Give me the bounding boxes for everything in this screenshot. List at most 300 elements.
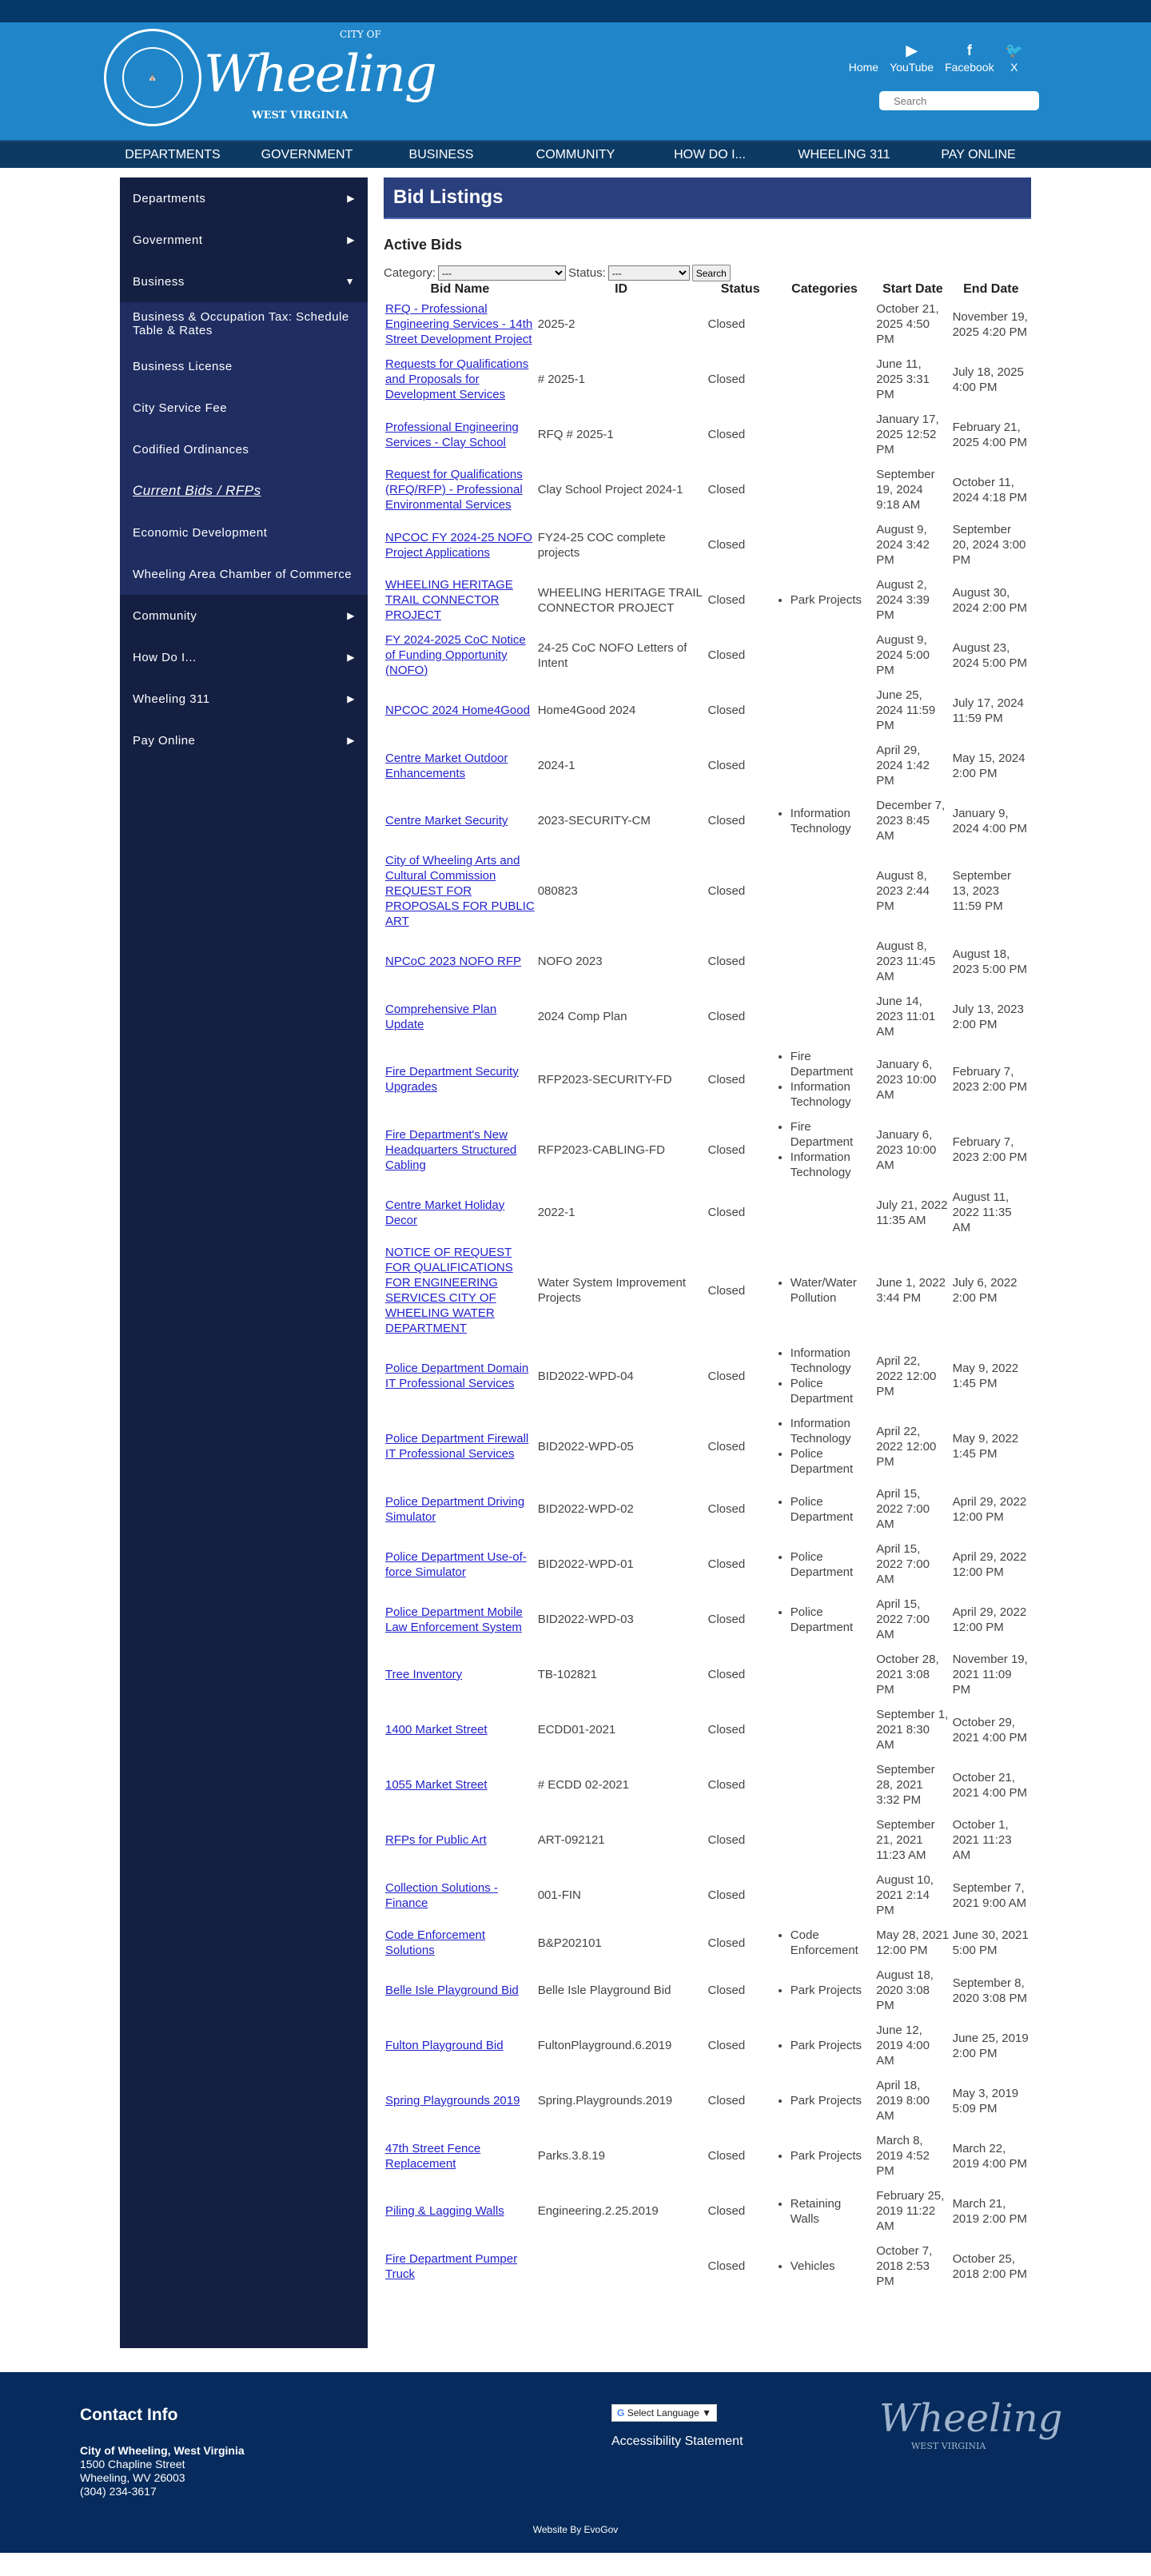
bid-start-date-cell: February 25, 2019 11:22 AM: [876, 2189, 945, 2233]
bid-status-cell: Closed: [707, 483, 746, 496]
table-row: [384, 683, 1031, 738]
category-item: • Police Department: [791, 1549, 873, 1580]
bid-name-cell: [384, 572, 536, 628]
sidebar-item-community[interactable]: Community ▶: [133, 608, 355, 623]
wheeling-wordmark-logo[interactable]: CITY OF Wheeling WEST VIRGINIA: [204, 29, 436, 122]
col-start-date: Start Date: [882, 282, 943, 296]
table-row: [384, 1481, 1031, 1537]
bid-id-cell: 001-FIN: [537, 1888, 581, 1902]
table-row: [384, 407, 1031, 462]
bid-status-cell: Closed: [707, 1502, 746, 1516]
bid-link[interactable]: Fire Department Security Upgrades: [385, 1065, 519, 1094]
twitter-icon: 🐦: [1005, 42, 1023, 58]
category-item: • Police Department: [791, 1376, 873, 1406]
search-button[interactable]: Search: [692, 265, 731, 281]
bid-id-cell: BID2022-WPD-04: [537, 1369, 634, 1383]
bid-end-date-cell: August 23, 2024 5:00 PM: [952, 640, 1027, 670]
bid-link[interactable]: 1400 Market Street: [385, 1723, 488, 1737]
nav-how-do-i[interactable]: HOW DO I...: [674, 148, 746, 161]
sidebar-item-departments[interactable]: Departments ▶: [133, 191, 355, 205]
bid-name-cell: [384, 989, 536, 1044]
bid-start-date-cell: June 11, 2025 3:31 PM: [876, 357, 930, 401]
bid-link[interactable]: Centre Market Outdoor Enhancements: [385, 751, 508, 780]
bid-categories-cell: [775, 1647, 874, 1702]
bid-name-cell: [384, 2018, 536, 2073]
bid-link[interactable]: NOTICE OF REQUEST FOR QUALIFICATIONS FOR ENGINEERING SERVICES CITY OF WHEELING WATER DEPARTMENT: [385, 1246, 513, 1335]
bid-link[interactable]: Police Department Domain IT Professional Services: [385, 1362, 529, 1390]
bid-start-date-cell: October 21, 2025 4:50 PM: [876, 302, 939, 346]
category-item: • Park Projects: [791, 1983, 873, 1998]
bid-name-cell: [384, 1185, 536, 1240]
table-row: [384, 793, 1031, 848]
bid-end-date-cell: September 7, 2021 9:00 AM: [952, 1880, 1027, 1910]
bid-start-date-cell: August 9, 2024 5:00 PM: [876, 633, 930, 677]
main-content: [384, 177, 1031, 2348]
bid-name-cell: [384, 1592, 536, 1647]
status-select[interactable]: [608, 265, 690, 281]
bid-end-date-cell: October 11, 2024 4:18 PM: [952, 475, 1027, 504]
top-bar: [0, 0, 1151, 22]
category-item: • Park Projects: [791, 2038, 873, 2053]
home-link[interactable]: Home: [848, 61, 879, 74]
sidebar: [120, 177, 368, 2348]
bid-categories-cell: [775, 572, 874, 628]
nav-community[interactable]: COMMUNITY: [536, 148, 615, 161]
table-row: [384, 1963, 1031, 2018]
bid-start-date-cell: March 8, 2019 4:52 PM: [876, 2134, 930, 2178]
bid-name-cell: [384, 1702, 536, 1757]
bid-status-cell: Closed: [707, 955, 746, 968]
nav-pay-online[interactable]: PAY ONLINE: [941, 148, 1016, 161]
bid-categories-cell: [775, 1592, 874, 1647]
bid-id-cell: Engineering.2.25.2019: [537, 2204, 659, 2218]
bid-start-date-cell: January 6, 2023 10:00 AM: [876, 1057, 937, 1102]
bid-start-date-cell: December 7, 2023 8:45 AM: [876, 799, 946, 843]
category-item: • Vehicles: [791, 2259, 873, 2274]
table-row: [384, 848, 1031, 934]
bid-start-date-cell: July 21, 2022 11:35 AM: [876, 1198, 948, 1227]
bid-end-date-cell: May 3, 2019 5:09 PM: [952, 2086, 1019, 2115]
bid-link[interactable]: Police Department Use-of-force Simulator: [385, 1549, 527, 1579]
category-item: • Police Department: [791, 1446, 873, 1477]
table-row: [384, 1411, 1031, 1481]
table-row: [384, 2239, 1031, 2294]
youtube-link[interactable]: ▶ YouTube: [890, 42, 934, 74]
bid-categories-cell: [775, 462, 874, 517]
category-item: • Information Technology: [791, 1150, 873, 1180]
bid-link[interactable]: Request for Qualifications (RFQ/RFP) - Professional Environmental Services: [385, 468, 523, 512]
bid-link[interactable]: RFPs for Public Art: [385, 1833, 487, 1847]
bid-categories-cell: [775, 1702, 874, 1757]
table-row: [384, 1115, 1031, 1185]
nav-departments[interactable]: DEPARTMENTS: [125, 148, 221, 161]
bid-id-cell: WHEELING HERITAGE TRAIL CONNECTOR PROJECT: [537, 585, 703, 615]
bid-status-cell: Closed: [707, 1936, 746, 1950]
bid-end-date-cell: May 9, 2022 1:45 PM: [952, 1432, 1019, 1461]
status-label: Status:: [568, 266, 606, 280]
sidebar-item-wheeling-311[interactable]: Wheeling 311 ▶: [133, 692, 355, 706]
sidebar-subitem-economic-development[interactable]: Economic Development: [133, 525, 268, 540]
bid-link[interactable]: NPCoC 2023 NOFO RFP: [385, 955, 522, 968]
bid-id-cell: Clay School Project 2024-1: [537, 483, 683, 496]
bid-start-date-cell: April 15, 2022 7:00 AM: [876, 1487, 930, 1531]
bid-start-date-cell: January 17, 2025 12:52 PM: [876, 413, 939, 457]
bid-link[interactable]: Requests for Qualifications and Proposals for Development Services: [385, 357, 529, 401]
bid-link[interactable]: Fire Department Pumper Truck: [385, 2251, 518, 2281]
bid-id-cell: ART-092121: [537, 1833, 605, 1847]
category-item: • Retaining Walls: [791, 2196, 873, 2227]
bid-start-date-cell: April 15, 2022 7:00 AM: [876, 1597, 930, 1641]
sidebar-item-government[interactable]: Government ▶: [133, 233, 355, 247]
bid-categories-cell: [775, 1868, 874, 1923]
bid-start-date-cell: October 28, 2021 3:08 PM: [876, 1653, 939, 1697]
bid-end-date-cell: September 20, 2024 3:00 PM: [952, 523, 1026, 567]
bid-name-cell: [384, 1647, 536, 1702]
bid-categories-cell: [775, 2018, 874, 2073]
bid-status-cell: Closed: [707, 884, 746, 898]
bid-start-date-cell: January 6, 2023 10:00 AM: [876, 1127, 937, 1172]
bid-start-date-cell: August 2, 2024 3:39 PM: [876, 578, 930, 622]
bid-name-cell: [384, 1963, 536, 2018]
sidebar-subitem-bo-tax[interactable]: Business & Occupation Tax: Schedule Table & Rates: [133, 310, 349, 337]
bid-link[interactable]: Professional Engineering Services - Clay School: [385, 420, 519, 449]
bid-start-date-cell: August 18, 2020 3:08 PM: [876, 1968, 934, 2012]
bid-start-date-cell: April 15, 2022 7:00 AM: [876, 1542, 930, 1586]
bid-status-cell: Closed: [707, 2149, 746, 2163]
bid-end-date-cell: March 22, 2019 4:00 PM: [952, 2141, 1027, 2171]
bid-status-cell: Closed: [707, 1984, 746, 1997]
city-seal-logo[interactable]: ⛪: [104, 29, 201, 126]
bid-id-cell: 2023-SECURITY-CM: [537, 814, 651, 827]
bid-end-date-cell: October 25, 2018 2:00 PM: [952, 2251, 1027, 2281]
col-id: ID: [615, 282, 628, 296]
bid-end-date-cell: April 29, 2022 12:00 PM: [952, 1494, 1027, 1524]
bid-end-date-cell: July 13, 2023 2:00 PM: [952, 1002, 1024, 1031]
social-links: [849, 42, 1023, 74]
bid-status-cell: Closed: [707, 1833, 746, 1847]
footer-logo: Wheeling WEST VIRGINIA: [879, 2396, 1063, 2451]
table-row: [384, 1240, 1031, 1341]
table-row: [384, 628, 1031, 683]
arrow-down-icon: ▼: [345, 276, 355, 287]
sidebar-subitem-chamber-of-commerce[interactable]: Wheeling Area Chamber of Commerce: [133, 567, 352, 581]
bid-link[interactable]: Fulton Playground Bid: [385, 2039, 504, 2052]
bid-end-date-cell: October 21, 2021 4:00 PM: [952, 1770, 1027, 1800]
bid-name-cell: [384, 934, 536, 989]
bid-name-cell: [384, 1868, 536, 1923]
bid-status-cell: Closed: [707, 759, 746, 772]
table-row: [384, 1537, 1031, 1592]
bid-id-cell: BID2022-WPD-03: [537, 1613, 634, 1626]
bid-link[interactable]: City of Wheeling Arts and Cultural Commission REQUEST FOR PROPOSALS FOR PUBLIC ART: [385, 854, 535, 928]
category-item: • Information Technology: [791, 1416, 873, 1446]
bid-link[interactable]: Police Department Driving Simulator: [385, 1494, 525, 1524]
arrow-right-icon: ▶: [347, 234, 355, 245]
bid-status-cell: Closed: [707, 2259, 746, 2273]
bid-end-date-cell: February 21, 2025 4:00 PM: [952, 420, 1027, 449]
bid-id-cell: Belle Isle Playground Bid: [537, 1984, 671, 1997]
category-item: • Park Projects: [791, 2148, 873, 2163]
category-select[interactable]: [438, 265, 566, 281]
bid-status-cell: Closed: [707, 1072, 746, 1087]
bid-filters: [384, 265, 1031, 281]
table-row: [384, 1341, 1031, 1411]
bid-status-cell: Closed: [707, 593, 746, 607]
arrow-right-icon: ▶: [347, 610, 355, 621]
bid-name-cell: [384, 848, 536, 934]
bid-name-cell: [384, 1537, 536, 1592]
bid-link[interactable]: Belle Isle Playground Bid: [385, 1984, 519, 1997]
bid-categories-cell: [775, 1757, 874, 1812]
bid-id-cell: B&P202101: [537, 1936, 602, 1950]
bid-end-date-cell: August 30, 2024 2:00 PM: [952, 585, 1027, 615]
bid-end-date-cell: January 9, 2024 4:00 PM: [952, 806, 1027, 835]
bid-categories-cell: [775, 352, 874, 407]
bid-categories-cell: [775, 1481, 874, 1537]
bid-end-date-cell: May 9, 2022 1:45 PM: [952, 1362, 1019, 1390]
bid-link[interactable]: Collection Solutions - Finance: [385, 1880, 498, 1910]
bid-status-cell: Closed: [707, 538, 746, 552]
sidebar-subitem-current-bids[interactable]: Current Bids / RFPs: [133, 483, 261, 498]
bid-id-cell: FY24-25 COC complete projects: [537, 530, 666, 560]
sidebar-business-submenu: [120, 302, 368, 595]
bid-link[interactable]: Comprehensive Plan Update: [385, 1002, 497, 1031]
youtube-icon: ▶: [906, 42, 918, 58]
bid-link[interactable]: NPCOC FY 2024-25 NOFO Project Applications: [385, 530, 532, 560]
bid-end-date-cell: July 6, 2022 2:00 PM: [952, 1276, 1018, 1305]
arrow-right-icon: ▶: [347, 735, 355, 746]
bid-link[interactable]: 47th Street Fence Replacement: [385, 2141, 481, 2171]
section-heading: Active Bids: [384, 237, 463, 253]
nav-business[interactable]: BUSINESS: [408, 148, 474, 161]
bid-id-cell: 24-25 CoC NOFO Letters of Intent: [537, 640, 687, 670]
bid-name-cell: [384, 1757, 536, 1812]
bid-categories-cell: [775, 628, 874, 683]
bid-start-date-cell: April 18, 2019 8:00 AM: [876, 2079, 930, 2123]
bid-categories-cell: [775, 1044, 874, 1115]
bid-id-cell: BID2022-WPD-05: [537, 1439, 634, 1453]
bid-id-cell: [536, 2239, 707, 2294]
bid-status-cell: Closed: [707, 2094, 746, 2107]
bid-start-date-cell: April 22, 2022 12:00 PM: [876, 1354, 937, 1398]
bid-name-cell: [384, 1481, 536, 1537]
table-row: [384, 934, 1031, 989]
bid-name-cell: [384, 793, 536, 848]
language-select[interactable]: G Select Language ▼: [611, 2404, 717, 2422]
bid-name-cell: [384, 517, 536, 572]
category-item: • Police Department: [791, 1494, 873, 1525]
bid-link[interactable]: FY 2024-2025 CoC Notice of Funding Opportunity (NOFO): [385, 633, 526, 677]
bid-status-cell: Closed: [707, 373, 746, 386]
bid-start-date-cell: September 28, 2021 3:32 PM: [876, 1763, 935, 1807]
bid-end-date-cell: April 29, 2022 12:00 PM: [952, 1605, 1027, 1634]
bid-name-cell: [384, 1044, 536, 1115]
sidebar-subitem-city-service-fee[interactable]: City Service Fee: [133, 401, 228, 415]
bid-categories-cell: [775, 1963, 874, 2018]
bid-name-cell: [384, 2128, 536, 2183]
table-row: [384, 1185, 1031, 1240]
bid-status-cell: Closed: [707, 1369, 746, 1383]
bid-status-cell: Closed: [707, 2204, 746, 2218]
category-item: • Water/Water Pollution: [791, 1275, 873, 1306]
bid-id-cell: 080823: [537, 884, 578, 898]
bid-name-cell: [384, 2183, 536, 2239]
table-row: [384, 2183, 1031, 2239]
category-label: Category:: [384, 266, 436, 280]
bid-end-date-cell: August 11, 2022 11:35 AM: [952, 1190, 1012, 1234]
category-item: • Fire Department: [791, 1049, 873, 1079]
bid-id-cell: Home4Good 2024: [537, 704, 636, 717]
bid-end-date-cell: November 19, 2021 11:09 PM: [952, 1653, 1028, 1697]
category-item: • Code Enforcement: [791, 1928, 873, 1958]
category-item: • Information Technology: [791, 1079, 873, 1110]
bid-end-date-cell: May 15, 2024 2:00 PM: [952, 751, 1026, 780]
google-icon: G: [617, 2407, 625, 2418]
bid-id-cell: 2022-1: [537, 1206, 576, 1219]
bid-name-cell: [384, 1923, 536, 1963]
category-item: • Park Projects: [791, 592, 873, 608]
table-row: [384, 738, 1031, 793]
bid-categories-cell: [775, 934, 874, 989]
bid-status-cell: Closed: [707, 1142, 746, 1157]
bid-categories-cell: [775, 1115, 874, 1185]
bid-link[interactable]: Code Enforcement Solutions: [385, 1928, 486, 1957]
bid-link[interactable]: Spring Playgrounds 2019: [385, 2094, 520, 2107]
bid-link[interactable]: Piling & Lagging Walls: [385, 2204, 504, 2218]
bid-categories-cell: [775, 2128, 874, 2183]
sidebar-item-how-do-i[interactable]: How Do I... ▶: [133, 650, 355, 664]
site-footer: [0, 2372, 1151, 2553]
bid-end-date-cell: July 18, 2025 4:00 PM: [952, 365, 1024, 394]
bids-table: [384, 281, 1031, 2294]
bid-name-cell: [384, 407, 536, 462]
bid-categories-cell: [775, 738, 874, 793]
table-row: [384, 989, 1031, 1044]
bid-end-date-cell: October 1, 2021 11:23 AM: [952, 1818, 1012, 1862]
bid-name-cell: [384, 462, 536, 517]
table-row: [384, 2073, 1031, 2128]
bid-end-date-cell: July 17, 2024 11:59 PM: [952, 696, 1024, 725]
bid-end-date-cell: June 30, 2021 5:00 PM: [952, 1928, 1029, 1957]
bid-link[interactable]: Police Department Firewall IT Professional Services: [385, 1432, 529, 1461]
bid-categories-cell: [775, 2239, 874, 2294]
bid-status-cell: Closed: [707, 814, 746, 827]
bid-link[interactable]: 1055 Market Street: [385, 1778, 488, 1792]
table-row: [384, 1923, 1031, 1963]
bid-link[interactable]: Police Department Mobile Law Enforcement System: [385, 1605, 523, 1634]
facebook-icon: f: [966, 42, 972, 58]
search-input[interactable]: [879, 91, 1039, 110]
bid-name-cell: [384, 1341, 536, 1411]
bid-start-date-cell: April 29, 2024 1:42 PM: [876, 744, 930, 788]
bid-id-cell: # 2025-1: [537, 373, 585, 386]
bid-categories-cell: [775, 793, 874, 848]
bid-categories-cell: [775, 297, 874, 352]
bid-name-cell: [384, 2239, 536, 2294]
site-credit[interactable]: Website By EvoGov: [532, 2524, 619, 2535]
bid-name-cell: [384, 1240, 536, 1341]
bid-name-cell: [384, 2073, 536, 2128]
bid-status-cell: Closed: [707, 317, 746, 331]
bid-status-cell: Closed: [707, 1557, 746, 1571]
accessibility-link[interactable]: Accessibility Statement: [611, 2434, 743, 2448]
bid-status-cell: Closed: [707, 1010, 746, 1023]
bid-name-cell: [384, 738, 536, 793]
category-item: • Information Technology: [791, 1346, 873, 1376]
bid-start-date-cell: May 28, 2021 12:00 PM: [876, 1928, 950, 1957]
bid-categories-cell: [775, 989, 874, 1044]
table-row: [384, 1757, 1031, 1812]
bid-end-date-cell: November 19, 2025 4:20 PM: [952, 309, 1028, 339]
bid-id-cell: Spring.Playgrounds.2019: [537, 2094, 673, 2107]
bid-categories-cell: [775, 1240, 874, 1341]
bid-name-cell: [384, 628, 536, 683]
bid-link[interactable]: NPCOC 2024 Home4Good: [385, 704, 530, 717]
bid-categories-cell: [775, 1411, 874, 1481]
bid-id-cell: BID2022-WPD-02: [537, 1502, 634, 1516]
bid-name-cell: [384, 1812, 536, 1868]
bid-categories-cell: [775, 2073, 874, 2128]
table-row: [384, 2128, 1031, 2183]
bid-link[interactable]: Fire Department's New Headquarters Structured Cabling: [385, 1127, 517, 1172]
bid-categories-cell: [775, 2183, 874, 2239]
bid-name-cell: [384, 683, 536, 738]
bid-link[interactable]: Centre Market Security: [385, 814, 508, 827]
bid-id-cell: TB-102821: [537, 1668, 597, 1681]
bid-end-date-cell: August 18, 2023 5:00 PM: [952, 947, 1027, 976]
bid-categories-cell: [775, 1537, 874, 1592]
sidebar-subitem-codified-ordinances[interactable]: Codified Ordinances: [133, 442, 249, 457]
table-row: [384, 1812, 1031, 1868]
table-row: [384, 1592, 1031, 1647]
bid-name-cell: [384, 297, 536, 352]
bid-categories-cell: [775, 1185, 874, 1240]
table-row: [384, 2018, 1031, 2073]
table-row: [384, 1647, 1031, 1702]
facebook-link[interactable]: f Facebook: [945, 42, 994, 74]
bid-link[interactable]: RFQ - Professional Engineering Services - 14th Street Development Project: [385, 302, 533, 346]
contact-heading: Contact Info: [80, 2406, 178, 2424]
bid-start-date-cell: June 14, 2023 11:01 AM: [876, 995, 936, 1039]
bid-link[interactable]: Tree Inventory: [385, 1668, 463, 1681]
bid-id-cell: RFP2023-SECURITY-FD: [537, 1072, 672, 1087]
bid-status-cell: Closed: [707, 1283, 746, 1298]
bid-start-date-cell: September 19, 2024 9:18 AM: [876, 468, 935, 512]
table-header-row: [384, 281, 1031, 297]
bid-link[interactable]: WHEELING HERITAGE TRAIL CONNECTOR PROJECT: [385, 578, 513, 622]
sidebar-item-business[interactable]: Business ▼: [133, 274, 355, 289]
sidebar-item-pay-online[interactable]: Pay Online ▶: [133, 733, 355, 748]
bid-link[interactable]: Centre Market Holiday Decor: [385, 1198, 505, 1227]
table-row: [384, 462, 1031, 517]
bid-start-date-cell: April 22, 2022 12:00 PM: [876, 1424, 937, 1469]
table-row: [384, 1868, 1031, 1923]
bid-id-cell: 2024 Comp Plan: [537, 1010, 627, 1023]
table-row: [384, 1702, 1031, 1757]
category-item: • Fire Department: [791, 1119, 873, 1150]
bid-name-cell: [384, 352, 536, 407]
nav-government[interactable]: GOVERNMENT: [261, 148, 353, 161]
sidebar-subitem-business-license[interactable]: Business License: [133, 359, 233, 373]
bid-id-cell: Parks.3.8.19: [537, 2149, 605, 2163]
twitter-link[interactable]: 🐦 X: [1005, 42, 1023, 74]
nav-wheeling-311[interactable]: WHEELING 311: [798, 148, 890, 161]
arrow-right-icon: ▶: [347, 193, 355, 204]
bid-end-date-cell: September 8, 2020 3:08 PM: [952, 1976, 1027, 2005]
bid-categories-cell: [775, 407, 874, 462]
main-nav: [0, 140, 1151, 168]
bid-status-cell: Closed: [707, 1888, 746, 1902]
